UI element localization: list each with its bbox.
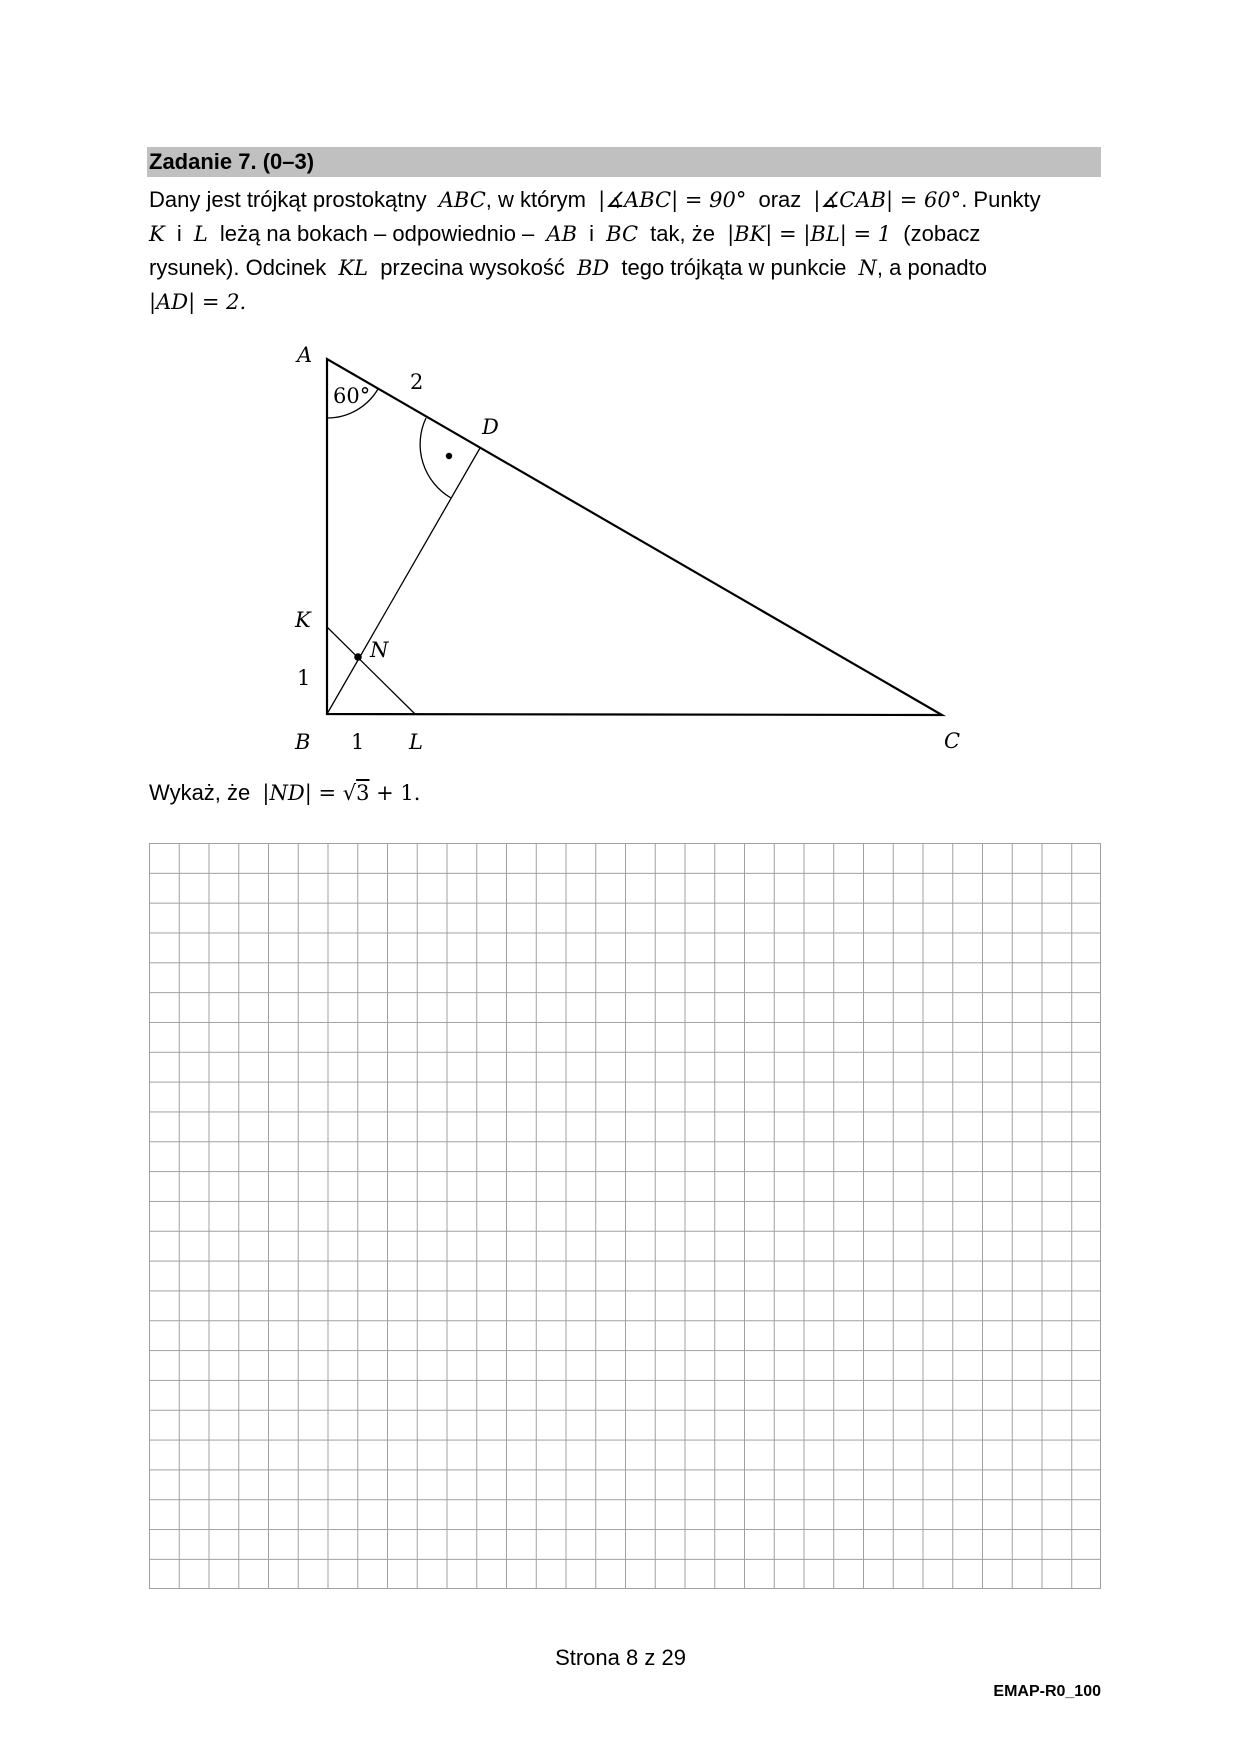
triangle-figure: [0, 0, 1241, 780]
problem-line-2: K i L leżą na bokach – odpowiednio – AB i BC tak, że |BK| = |BL| = 1 (zobacz: [149, 221, 981, 246]
exam-code: EMAP-R0_100: [993, 1683, 1101, 1700]
page-number: Strona 8 z 29: [555, 1645, 686, 1670]
length-ad-label: 2: [410, 370, 424, 394]
length-bl-label: 1: [351, 730, 365, 754]
ad-eq: |AD| = 2.: [149, 290, 247, 314]
angle-abc-eq: |∡ABC| = 90°: [598, 188, 747, 212]
angle-cab-eq: |∡CAB| = 60°: [813, 188, 962, 212]
task-title: Zadanie 7. (0–3): [149, 149, 315, 174]
label-b: B: [295, 730, 311, 754]
label-l: L: [409, 730, 423, 754]
length-bk-label: 1: [297, 666, 311, 690]
bk-bl-eq: |BK| = |BL| = 1: [727, 222, 892, 246]
label-n: N: [370, 638, 389, 662]
answer-grid[interactable]: [149, 843, 1101, 1589]
point-n-dot: [354, 653, 362, 661]
triangle-abc: [327, 359, 942, 715]
prove-statement: Wykaż, że |ND| = √3 + 1.: [149, 780, 421, 805]
angle-a-label: 60°: [333, 384, 371, 408]
right-angle-dot: [446, 453, 452, 459]
problem-line-1: Dany jest trójkąt prostokątny ABC, w którym |∡ABC| = 90° oraz |∡CAB| = 60°. Punkty: [149, 187, 1041, 212]
right-angle-arc-d: [420, 418, 451, 498]
label-a: A: [297, 343, 313, 367]
problem-line-3: rysunek). Odcinek KL przecina wysokość BD tego trójkąta w punkcie N, a ponadto: [149, 255, 987, 280]
label-k: K: [295, 608, 311, 632]
label-d: D: [482, 415, 499, 439]
sqrt-sign: √: [342, 781, 357, 805]
altitude-bd: [327, 448, 480, 714]
label-c: C: [944, 729, 961, 753]
